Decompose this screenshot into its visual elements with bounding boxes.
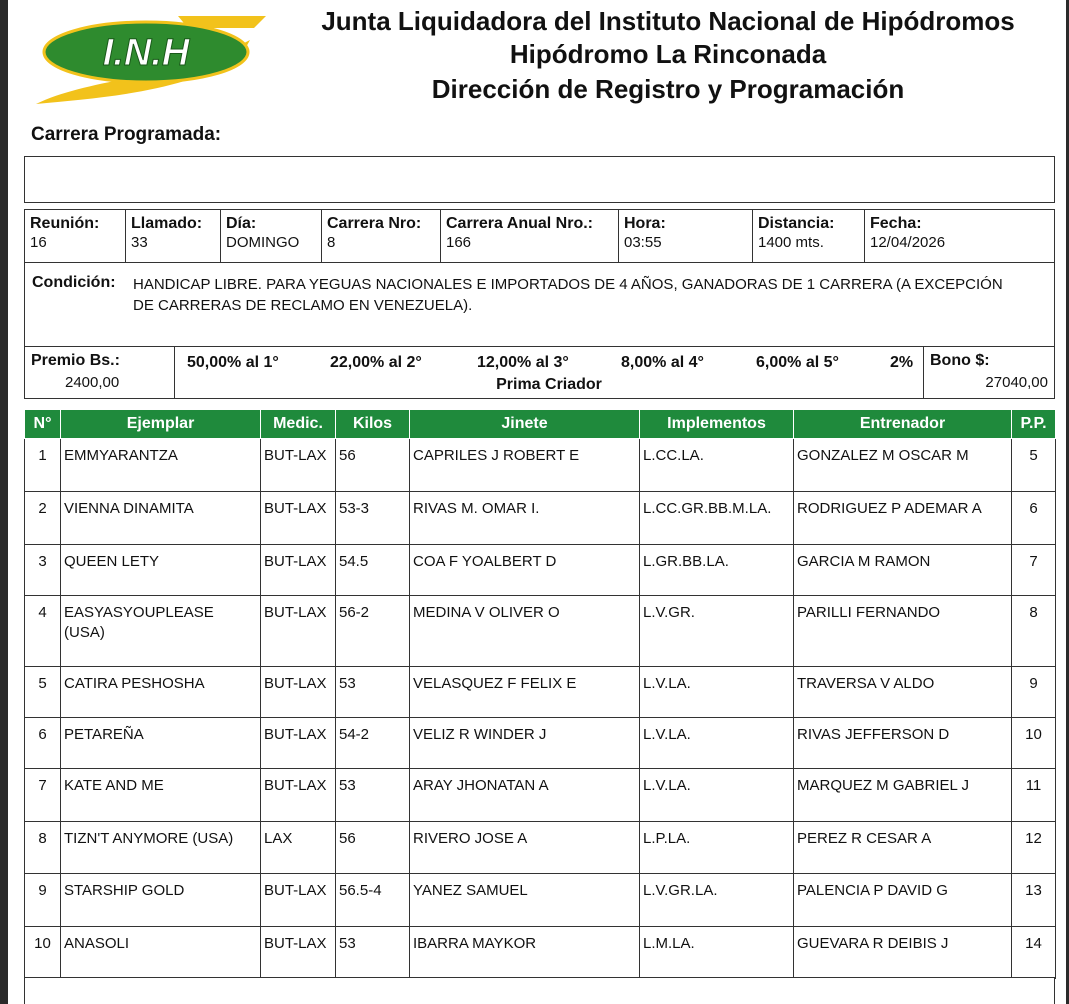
field-value: 166 <box>446 234 472 251</box>
field-meeting <box>25 210 126 262</box>
cell-jockey: RIVERO JOSE A <box>410 822 640 874</box>
cell-medication: BUT-LAX <box>261 545 336 596</box>
scheduled-race-label: Carrera Programada: <box>31 124 222 145</box>
field-label: Hora: <box>624 215 666 232</box>
cell-jockey: YANEZ SAMUEL <box>410 874 640 927</box>
cell-horse: PETAREÑA <box>61 718 261 769</box>
field-value: DOMINGO <box>226 234 300 251</box>
race-name-box <box>24 156 1055 203</box>
cell-equipment: L.V.GR. <box>640 596 794 667</box>
bonus-label: Bono $: <box>930 352 990 369</box>
field-day <box>221 210 322 262</box>
cell-weight: 53 <box>336 667 410 718</box>
cell-equipment: L.V.LA. <box>640 667 794 718</box>
header-post-position: P.P. <box>1012 410 1056 439</box>
field-value: 16 <box>30 234 47 251</box>
cell-horse: VIENNA DINAMITA <box>61 492 261 545</box>
header-jockey: Jinete <box>410 410 640 439</box>
cell-horse: CATIRA PESHOSHA <box>61 667 261 718</box>
cell-post-position: 9 <box>1012 667 1056 718</box>
field-distance <box>753 210 865 262</box>
cell-horse: TIZN'T ANYMORE (USA) <box>61 822 261 874</box>
cell-number: 2 <box>25 492 61 545</box>
table-row <box>25 927 1056 979</box>
cell-weight: 56-2 <box>336 596 410 667</box>
bonus-cell <box>923 346 1054 398</box>
prize-label: Premio Bs.: <box>31 352 120 369</box>
distribution-2nd: 22,00% al 2° <box>330 354 422 371</box>
cell-trainer: RIVAS JEFFERSON D <box>794 718 1012 769</box>
cell-equipment: L.CC.GR.BB.M.LA. <box>640 492 794 545</box>
field-value: 03:55 <box>624 234 662 251</box>
distribution-3rd: 12,00% al 3° <box>477 354 569 371</box>
cell-trainer: GUEVARA R DEIBIS J <box>794 927 1012 979</box>
title-racetrack: Hipódromo La Rinconada <box>509 39 827 69</box>
field-annual-race-number <box>441 210 619 262</box>
cell-jockey: COA F YOALBERT D <box>410 545 640 596</box>
condition-label: Condición: <box>32 274 116 291</box>
table-row <box>25 492 1056 545</box>
cell-medication: BUT-LAX <box>261 927 336 979</box>
cell-medication: BUT-LAX <box>261 718 336 769</box>
cell-jockey: RIVAS M. OMAR I. <box>410 492 640 545</box>
title-institution: Junta Liquidadora del Instituto Nacional de Hipódromos <box>321 6 1015 36</box>
prize-cell <box>25 346 175 398</box>
cell-number: 9 <box>25 874 61 927</box>
field-label: Carrera Anual Nro.: <box>446 215 593 232</box>
header-number: N° <box>25 410 61 439</box>
header-medication: Medic. <box>261 410 336 439</box>
cell-medication: BUT-LAX <box>261 667 336 718</box>
cell-horse: ANASOLI <box>61 927 261 979</box>
table-row <box>25 769 1056 822</box>
cell-horse: KATE AND ME <box>61 769 261 822</box>
table-row <box>25 545 1056 596</box>
header-trainer: Entrenador <box>794 410 1012 439</box>
footer-box <box>24 977 1055 1004</box>
cell-equipment: L.GR.BB.LA. <box>640 545 794 596</box>
cell-post-position: 8 <box>1012 596 1056 667</box>
cell-medication: BUT-LAX <box>261 596 336 667</box>
cell-trainer: PARILLI FERNANDO <box>794 596 1012 667</box>
cell-equipment: L.M.LA. <box>640 927 794 979</box>
cell-equipment: L.P.LA. <box>640 822 794 874</box>
document-page <box>8 0 1066 1004</box>
condition-text: HANDICAP LIBRE. PARA YEGUAS NACIONALES E IMPORTADOS DE 4 AÑOS, GANADORAS DE 1 CARRERA (A EXCEPCIÓN DE CARRERAS DE RECLAMO EN VENEZUELA). <box>133 276 1003 314</box>
inh-logo <box>28 8 268 108</box>
cell-post-position: 14 <box>1012 927 1056 979</box>
cell-jockey: CAPRILES J ROBERT E <box>410 439 640 492</box>
field-value: 33 <box>131 234 148 251</box>
cell-number: 7 <box>25 769 61 822</box>
cell-trainer: PEREZ R CESAR A <box>794 822 1012 874</box>
cell-weight: 56 <box>336 822 410 874</box>
field-value: 12/04/2026 <box>870 234 946 251</box>
logo-text: I.N.H <box>102 32 190 74</box>
cell-number: 6 <box>25 718 61 769</box>
cell-post-position: 11 <box>1012 769 1056 822</box>
cell-medication: BUT-LAX <box>261 439 336 492</box>
cell-jockey: MEDINA V OLIVER O <box>410 596 640 667</box>
cell-horse: STARSHIP GOLD <box>61 874 261 927</box>
field-date <box>865 210 1054 262</box>
table-row <box>25 667 1056 718</box>
cell-jockey: VELASQUEZ F FELIX E <box>410 667 640 718</box>
cell-trainer: MARQUEZ M GABRIEL J <box>794 769 1012 822</box>
distribution-breeder-percent: 2% <box>890 354 914 371</box>
cell-weight: 54.5 <box>336 545 410 596</box>
header-horse: Ejemplar <box>61 410 261 439</box>
field-time <box>619 210 753 262</box>
field-value: 8 <box>327 234 336 251</box>
cell-equipment: L.V.LA. <box>640 718 794 769</box>
cell-medication: LAX <box>261 822 336 874</box>
bonus-value: 27040,00 <box>985 374 1048 391</box>
prize-value: 2400,00 <box>65 374 120 391</box>
cell-medication: BUT-LAX <box>261 874 336 927</box>
cell-trainer: GARCIA M RAMON <box>794 545 1012 596</box>
field-label: Reunión: <box>30 215 100 232</box>
cell-number: 5 <box>25 667 61 718</box>
cell-weight: 53 <box>336 769 410 822</box>
cell-weight: 56.5-4 <box>336 874 410 927</box>
cell-number: 3 <box>25 545 61 596</box>
field-label: Distancia: <box>758 215 835 232</box>
cell-horse: EASYASYOUPLEASE (USA) <box>61 596 261 667</box>
cell-horse: EMMYARANTZA <box>61 439 261 492</box>
field-label: Día: <box>226 215 257 232</box>
table-row <box>25 596 1056 667</box>
cell-weight: 53-3 <box>336 492 410 545</box>
cell-trainer: RODRIGUEZ P ADEMAR A <box>794 492 1012 545</box>
divider <box>25 346 1054 347</box>
cell-trainer: GONZALEZ M OSCAR M <box>794 439 1012 492</box>
cell-equipment: L.CC.LA. <box>640 439 794 492</box>
table-row <box>25 874 1056 927</box>
cell-medication: BUT-LAX <box>261 492 336 545</box>
cell-horse: QUEEN LETY <box>61 545 261 596</box>
cell-weight: 54-2 <box>336 718 410 769</box>
cell-trainer: PALENCIA P DAVID G <box>794 874 1012 927</box>
header-weight: Kilos <box>336 410 410 439</box>
breeder-prize-label: Prima Criador <box>496 376 602 393</box>
cell-number: 1 <box>25 439 61 492</box>
table-row <box>25 439 1056 492</box>
cell-jockey: ARAY JHONATAN A <box>410 769 640 822</box>
distribution-1st: 50,00% al 1° <box>187 354 279 371</box>
cell-post-position: 5 <box>1012 439 1056 492</box>
cell-post-position: 7 <box>1012 545 1056 596</box>
cell-equipment: L.V.GR.LA. <box>640 874 794 927</box>
field-race-number <box>322 210 441 262</box>
table-header-row <box>25 410 1056 439</box>
cell-weight: 56 <box>336 439 410 492</box>
cell-post-position: 10 <box>1012 718 1056 769</box>
cell-number: 4 <box>25 596 61 667</box>
cell-jockey: VELIZ R WINDER J <box>410 718 640 769</box>
divider <box>25 262 1054 263</box>
cell-post-position: 6 <box>1012 492 1056 545</box>
cell-trainer: TRAVERSA V ALDO <box>794 667 1012 718</box>
field-label: Carrera Nro: <box>327 215 422 232</box>
cell-number: 10 <box>25 927 61 979</box>
distribution-5th: 6,00% al 5° <box>756 354 839 371</box>
cell-medication: BUT-LAX <box>261 769 336 822</box>
header-equipment: Implementos <box>640 410 794 439</box>
cell-equipment: L.V.LA. <box>640 769 794 822</box>
field-call <box>126 210 221 262</box>
field-label: Fecha: <box>870 215 922 232</box>
table-row <box>25 822 1056 874</box>
table-row <box>25 718 1056 769</box>
cell-weight: 53 <box>336 927 410 979</box>
cell-number: 8 <box>25 822 61 874</box>
cell-jockey: IBARRA MAYKOR <box>410 927 640 979</box>
title-department: Dirección de Registro y Programación <box>431 74 905 104</box>
cell-post-position: 13 <box>1012 874 1056 927</box>
field-label: Llamado: <box>131 215 203 232</box>
runners-table <box>24 409 1056 979</box>
cell-post-position: 12 <box>1012 822 1056 874</box>
distribution-4th: 8,00% al 4° <box>621 354 704 371</box>
field-value: 1400 mts. <box>758 234 824 251</box>
race-info-box <box>24 209 1055 399</box>
